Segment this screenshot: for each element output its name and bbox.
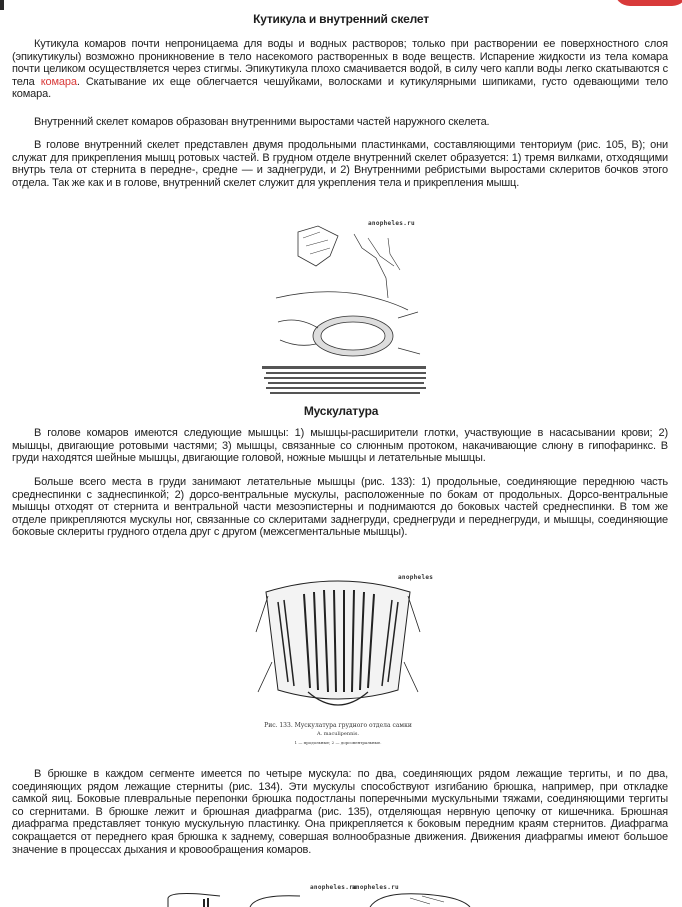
heading-cuticle: Кутикула и внутренний скелет: [253, 12, 429, 26]
paragraph-skeleton-intro: Внутренний скелет комаров образован внутренними выростами частей наружного скелета.: [34, 116, 490, 128]
figure-caption-line-2: A. maculipennis.: [316, 731, 360, 737]
figure-thorax-muscles: [248, 572, 434, 752]
figure-watermark: anopheles.ru: [310, 884, 357, 891]
paragraph-cuticle: [12, 38, 668, 101]
heading-muscles: Мускулатура: [303, 404, 379, 418]
paragraph-skeleton-detail: В голове внутренний скелет представлен двумя продольными пластинками, составляющими тенториум (рис. 105, В); они служат для прикрепления мышц ротовых частей. В грудном отделе внутренний скелет образуется: 1) тремя вилками, отходящими внутрь тела от стернита в передне-, средне — и заднегруди, и 2) Внутренними ребристыми выростами склеритов бочков этого отдела. Так же как и в голове, внутренний скелет служит для укрепления тела и прикрепления мышц.: [12, 139, 668, 189]
paragraph-cuticle-text-1: Кутикула комаров почти непроницаема для воды и водных растворов; только при растворении ее поверхностного слоя (эпикутикулы) возможно проникновение в тело насекомого растворенных в воде веществ. Испарение жидкости из тела комара почти целиком осуществляется через стигмы. Эпикутикула плохо смачивается водой, в силу чего капли воды легко скатываются с тела: [12, 38, 668, 88]
figure-watermark: anopheles.ru: [352, 884, 399, 891]
figure-skeleton: [258, 218, 430, 398]
paragraph-head-muscles: В голове комаров имеются следующие мышцы: 1) мышцы-расширители глотки, участвующие в насасывании крови; 2) мышцы, двигающие ротовыми частями; 3) мышцы, связанные со слюнным протоком, накачивающие слюну в гипофаринкс. В груди находятся шейные мышцы, двигающие головой, ножные мышцы и летательные мышцы.: [12, 427, 668, 465]
edge-mark: [0, 0, 4, 10]
paragraph-flight-muscles: Больше всего места в груди занимают летательные мышцы (рис. 133): 1) продольные, соединяющие переднюю часть среднеспинки с заднеспинкой; 2) дорсо-вентральные мускулы, расположенные по бокам от продольных. Дорсо-вентральные мышцы отходят от стернита и вентральной части мезоэпистерны и поднимаются до боковых частей среднеспинки. В том же отделе прикрепляются мускулы ног, связанные со склеритами заднегруди, среднегруди и переднегруди, и мышцы, соединяющие боковые склериты грудного отдела друг с другом (межсегментальные мышцы).: [12, 476, 668, 539]
figure-abdomen-partial: [160, 884, 500, 907]
thorax-muscles-drawing: [248, 572, 428, 720]
figure-caption-line-3: 1 — продольные; 2 — дорсовентральные.: [294, 740, 382, 745]
skeleton-drawing: [258, 218, 430, 398]
figure-watermark: anopheles: [398, 574, 434, 581]
paragraph-cuticle-text-2: . Скатывание их еще облегчается чешуйками, волосками и кутикулярными шипиками, густо одевающими тело комара.: [12, 75, 669, 101]
figure-caption-line-1: Рис. 133. Мускулатура грудного отдела самки: [264, 722, 412, 729]
paragraph-abdomen-muscles: В брюшке в каждом сегменте имеется по четыре мускула: по два, соединяющих рядом лежащие тергиты, и по два, соединяющих рядом лежащие стерниты (рис. 134). Эти мускулы способствуют изгибанию брюшка, например, при откладке самкой яиц. Боковые плевральные перепонки брюшка подостланы поперечными мускульными тяжами, соединяющими тергиты со сгернитами. В брюшке лежит и брюшная диафрагма (рис. 135), отделяющая нервную цепочку от кишечника. Брюшная диафрагма представляет тонкую мускульную пластинку. Она прикрепляется к боковым передним краям стернитов. Диафрагма сокращается от переднего края брюшка к заднему, совершая волнообразные движения. Движения диафрагмы имеют большое значение в процессах дыхания и кровообращения комаров.: [12, 768, 668, 856]
mosquito-link[interactable]: комара: [40, 75, 77, 88]
figure-watermark: anopheles.ru: [368, 220, 415, 227]
corner-decoration: [614, 0, 682, 6]
